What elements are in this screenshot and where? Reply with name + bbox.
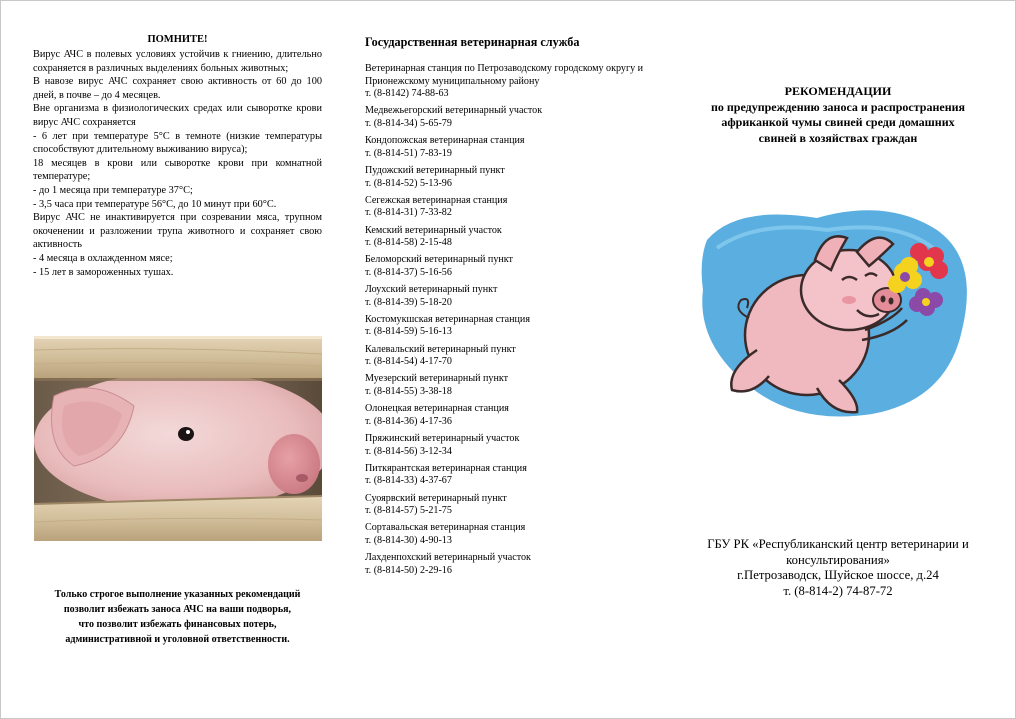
recommendations-title [688, 84, 988, 146]
station-name: Ветеринарная станция по Петрозаводскому городскому округу и Прионежскому муниципальному району [365, 63, 644, 87]
station-entry [365, 344, 665, 369]
station-name: Медвежьегорский ветеринарный участок [365, 105, 543, 117]
station-entry [365, 195, 665, 220]
remember-paragraph: Вне организма в физиологических средах или сыворотке крови вирус АЧС сохраняется [33, 103, 322, 128]
station-phone: т. (8-814-52) 5-13-96 [365, 177, 452, 189]
remember-paragraph: Вирус АЧС не инактивируется при созревании мяса, трупном окоченении и разложении трупа животного и сохраняет свою активность [33, 212, 322, 251]
remember-paragraph: - 4 месяца в охлажденном мясе; [33, 252, 173, 264]
station-entry [365, 314, 665, 339]
org-name-line: консультирования» [786, 552, 890, 567]
station-phone: т. (8-814-33) 4-37-67 [365, 475, 452, 487]
remember-paragraph: 18 месяцев в крови или сыворотке крови при комнатной температуре; [33, 157, 322, 183]
vet-service-section [365, 35, 665, 582]
remember-paragraph: Вирус АЧС в полевых условиях устойчив к гниению, длительно сохраняется в различных выделениях больных животных; [33, 49, 322, 74]
station-entry [365, 373, 665, 398]
station-phone: т. (8-814-50) 2-29-16 [365, 564, 452, 576]
station-entry [365, 225, 665, 250]
pig-photo-image [34, 336, 322, 541]
station-name: Лоухский ветеринарный пункт [365, 284, 498, 296]
station-name: Беломорский ветеринарный пункт [365, 254, 513, 266]
station-name: Кондопожская ветеринарная станция [365, 135, 525, 147]
station-name: Костомукшская ветеринарная станция [365, 313, 530, 325]
station-phone: т. (8-814-36) 4-17-36 [365, 415, 452, 427]
rec-subtitle-line: по предупреждению заноса и распространения [710, 99, 966, 114]
closing-note [33, 587, 322, 647]
station-phone: т. (8-814-57) 5-21-75 [365, 505, 452, 517]
station-name: Олонецкая ветеринарная станция [365, 403, 509, 415]
station-phone: т. (8-814-58) 2-15-48 [365, 237, 452, 249]
service-title: Государственная ветеринарная служба [365, 35, 580, 49]
station-phone: т. (8-814-51) 7-83-19 [365, 147, 452, 159]
station-name: Муезерский ветеринарный пункт [365, 373, 509, 385]
remember-paragraph: - 15 лет в замороженных тушах. [33, 266, 174, 278]
org-address: г.Петрозаводск, Шуйское шоссе, д.24 [737, 568, 939, 582]
station-entry [365, 254, 665, 279]
station-name: Сегежская ветеринарная станция [365, 194, 508, 206]
remember-paragraph: - 3,5 часа при температуре 56°С, до 10 минут при 60°С. [33, 198, 277, 210]
station-phone: т. (8-814-30) 4-90-13 [365, 534, 452, 546]
org-phone: т. (8-814-2) 74-87-72 [783, 583, 893, 598]
station-entry [365, 403, 665, 428]
station-phone: т. (8-814-56) 3-12-34 [365, 445, 452, 457]
remember-paragraph: - 6 лет при температуре 5°С в темноте (низкие температуры способствуют длительному выживанию вируса); [33, 130, 322, 156]
station-entry [365, 135, 665, 160]
remember-paragraph: В навозе вирус АЧС сохраняет свою активность от 60 до 100 дней, в почве – до 4 месяцев. [33, 76, 322, 101]
station-entry [365, 165, 665, 190]
station-entry [365, 433, 665, 458]
station-name: Пряжинский ветеринарный участок [365, 432, 520, 444]
org-name-line: ГБУ РК «Республиканский центр ветеринарии и [707, 537, 969, 551]
station-entry [365, 105, 665, 130]
closing-line: административной и уголовной ответственности. [65, 634, 290, 645]
station-name: Лахденпохский ветеринарный участок [365, 552, 531, 564]
station-phone: т. (8-814-59) 5-16-13 [365, 326, 452, 338]
station-name: Кемский ветеринарный участок [365, 224, 502, 236]
closing-line: позволит избежать заноса АЧС на ваши подворья, [63, 604, 292, 615]
station-entry [365, 552, 665, 577]
rec-subtitle-line: африканкой чумы свиней среди домашних [721, 115, 955, 129]
organization-info [688, 537, 988, 599]
station-phone: т. (8-814-55) 3-38-18 [365, 386, 452, 397]
station-phone: т. (8-814-31) 7-33-82 [365, 207, 452, 219]
cartoon-pig-icon [697, 200, 975, 430]
remember-text [33, 48, 322, 279]
remember-paragraph: - до 1 месяца при температуре 37°С; [33, 184, 193, 196]
closing-line: Только строгое выполнение указанных рекомендаций [54, 589, 301, 600]
station-name: Сортавальская ветеринарная станция [365, 522, 526, 534]
station-name: Пудожский ветеринарный пункт [365, 164, 505, 176]
station-phone: т. (8-814-34) 5-65-79 [365, 117, 452, 129]
rec-subtitle-line: свиней в хозяйствах граждан [758, 130, 918, 145]
station-phone: т. (8-8142) 74-88-63 [365, 88, 449, 100]
station-phone: т. (8-814-54) 4-17-70 [365, 356, 452, 368]
station-entry [365, 284, 665, 309]
station-name: Питкярантская ветеринарная станция [365, 462, 527, 474]
remember-title: ПОМНИТЕ! [147, 34, 208, 45]
station-name: Калевальский ветеринарный пункт [365, 343, 516, 355]
station-entry [365, 522, 665, 547]
rec-heading: РЕКОМЕНДАЦИИ [784, 84, 892, 98]
station-entry [365, 63, 665, 101]
station-entry [365, 493, 665, 518]
station-phone: т. (8-814-39) 5-18-20 [365, 296, 452, 308]
station-entry [365, 463, 665, 488]
station-phone: т. (8-814-37) 5-16-56 [365, 266, 452, 278]
remember-section [33, 34, 322, 279]
closing-line: что позволит избежать финансовых потерь, [78, 619, 277, 630]
station-name: Суоярвский ветеринарный пункт [365, 492, 507, 504]
